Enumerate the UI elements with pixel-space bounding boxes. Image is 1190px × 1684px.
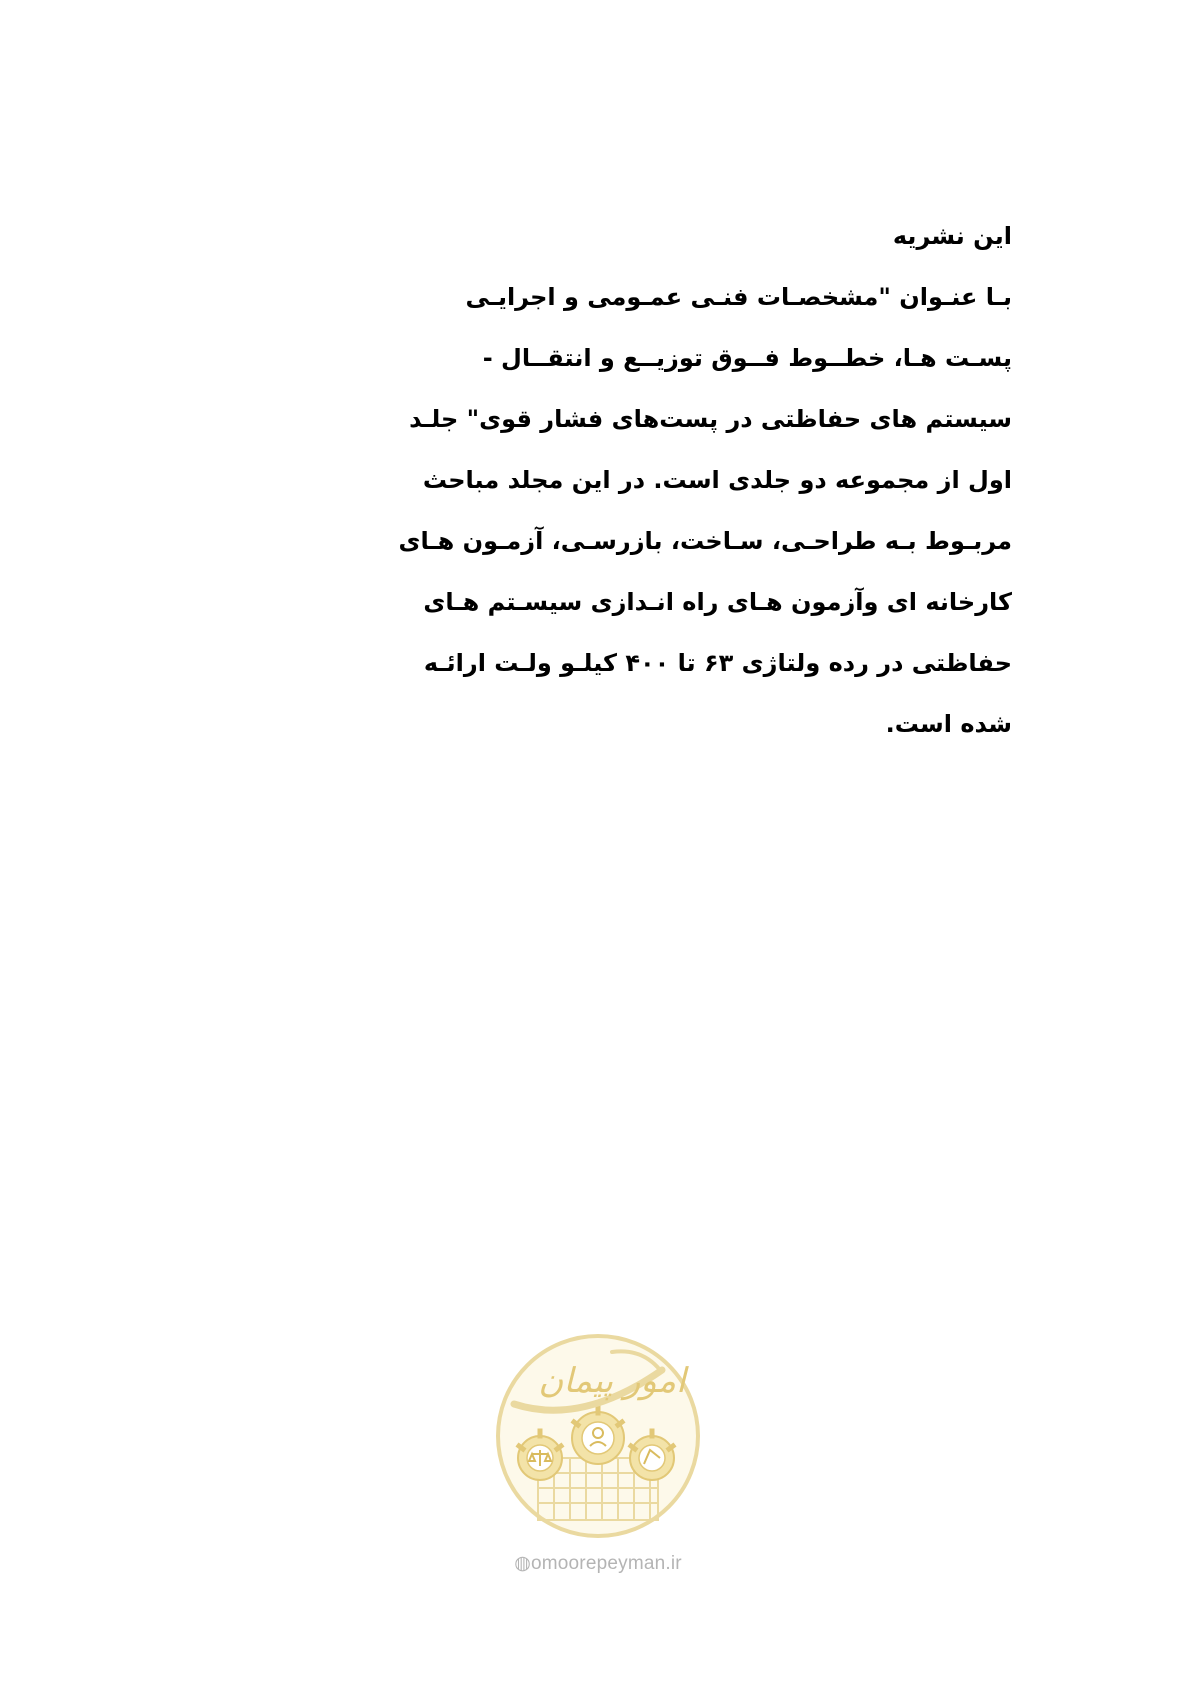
watermark-site-url [492,1552,704,1575]
watermark-logo-text: امور پیمان [538,1361,686,1401]
paragraph-line: شده است. [885,710,1012,738]
body-paragraph [398,206,1012,755]
paragraph-line: سیستم های حفاظتی در پست‌های فشار قوی" جلـد [409,405,1012,433]
paragraph-line: این نشریه [892,222,1012,250]
paragraph-line: حفاظتی در رده ولتاژی ۶۳ تا ۴۰۰ کیلـو ولـت ارائـه [423,649,1012,677]
paragraph-line: بـا عنـوان "مشخصـات فنـی عمـومی و اجرایـی [465,283,1012,311]
watermark-logo-icon [492,1330,704,1545]
paragraph-line: اول از مجموعه دو جلدی است. در این مجلد مباحث [422,466,1012,494]
publisher-watermark [492,1330,704,1580]
globe-icon: ◍ [514,1553,531,1574]
site-text: omoorepeyman.ir [530,1553,682,1574]
paragraph-line: کارخانه ای وآزمون هـای راه انـدازی سیسـتم هـای [423,588,1012,616]
paragraph-line: پسـت هـا، خطــوط فــوق توزیــع و انتقــال - [482,344,1012,372]
paragraph-line: مربـوط بـه طراحـی، سـاخت، بازرسـی، آزمـون هـای [398,527,1012,555]
